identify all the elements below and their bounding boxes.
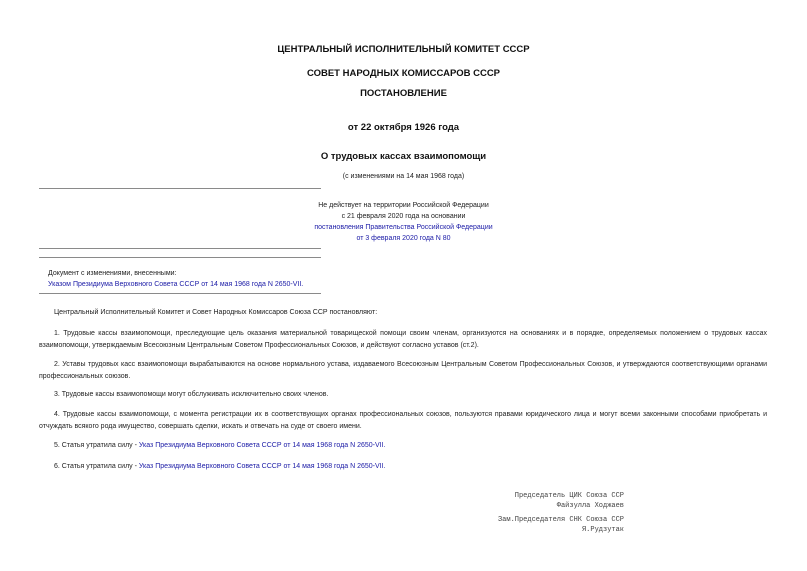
status-link-line-2[interactable]: от 3 февраля 2020 года N 80 [356, 235, 451, 242]
document-title: О трудовых кассах взаимопомощи [320, 151, 487, 162]
divider [39, 293, 321, 294]
revisions-link[interactable]: Указом Президиума Верховного Совета СССР от 14 мая 1968 года N 2650-VII. [48, 281, 304, 288]
signature-name: Файзулла Ходжаев [556, 501, 624, 510]
status-link-line-1[interactable]: постановления Правительства Российской Федерации [314, 224, 493, 231]
paragraph-5: 5. Статья утратила силу - Указ Президиума Верховного Совета СССР от 14 мая 1968 года N 2650-VII. [54, 442, 386, 449]
status-block [0, 200, 807, 244]
document-date: от 22 октября 1926 года [347, 122, 460, 133]
amendment-note: (с изменениями на 14 мая 1968 года) [342, 173, 465, 180]
paragraph-4: 4. Трудовые кассы взаимопомощи, с момента регистрации их в соответствующих органах профессиональных союзов, пользуются правами юридического лица и могут всеми законными способами приобретать и отчуждать всякого рода имущество, совершать сделки, искать и отвечать на суде от своего имени. [39, 411, 767, 430]
paragraph-6: 6. Статья утратила силу - Указ Президиума Верховного Совета СССР от 14 мая 1968 года N 2650-VII. [54, 463, 386, 470]
divider [39, 257, 321, 258]
signature-role: Зам.Председателя СНК Союза ССР [497, 516, 624, 524]
paragraph-2: 2. Уставы трудовых касс взаимопомощи вырабатываются на основе нормального устава, издаваемого Всесоюзным Центральным Советом Профессиональных Союзов, и утверждаются соответствующими органами профессиональных союзов. [39, 361, 767, 380]
preamble: Центральный Исполнительный Комитет и Совет Народных Комиссаров Союза ССР постановляют: [54, 309, 378, 316]
divider [39, 248, 321, 249]
org-name-cik: ЦЕНТРАЛЬНЫЙ ИСПОЛНИТЕЛЬНЫЙ КОМИТЕТ СССР [277, 44, 530, 55]
paragraph-6-link[interactable]: Указ Президиума Верховного Совета СССР от 14 мая 1968 года N 2650-VII. [138, 463, 386, 470]
signature-role: Председатель ЦИК Союза ССР [514, 492, 624, 500]
signature-block-1 [515, 492, 624, 511]
signature-block-2 [498, 516, 624, 535]
revisions-label: Документ с изменениями, внесенными: [48, 270, 177, 277]
paragraph-1: 1. Трудовые кассы взаимопомощи, преследующие цель оказания материальной товарищеской помощи своим членам, организуются на основаниях и в порядке, определяемых положением о трудовых кассах взаимопомощи, утверждаемым Всесоюзным Центральным Советом Профессиональных Союзов, и действуют согласно уставов (ст.2). [39, 330, 767, 349]
status-line-1: Не действует на территории Российской Федерации [318, 202, 489, 209]
document-type: ПОСТАНОВЛЕНИЕ [360, 88, 447, 99]
paragraph-3: 3. Трудовые кассы взаимопомощи могут обслуживать исключительно своих членов. [54, 391, 329, 398]
status-line-2: с 21 февраля 2020 года на основании [341, 213, 466, 220]
signature-name: Я.Рудзутак [581, 525, 624, 534]
paragraph-5-link[interactable]: Указ Президиума Верховного Совета СССР от 14 мая 1968 года N 2650-VII. [138, 442, 386, 449]
org-name-snk: СОВЕТ НАРОДНЫХ КОМИССАРОВ СССР [306, 68, 501, 79]
revisions-block [48, 268, 303, 290]
divider [39, 188, 321, 189]
